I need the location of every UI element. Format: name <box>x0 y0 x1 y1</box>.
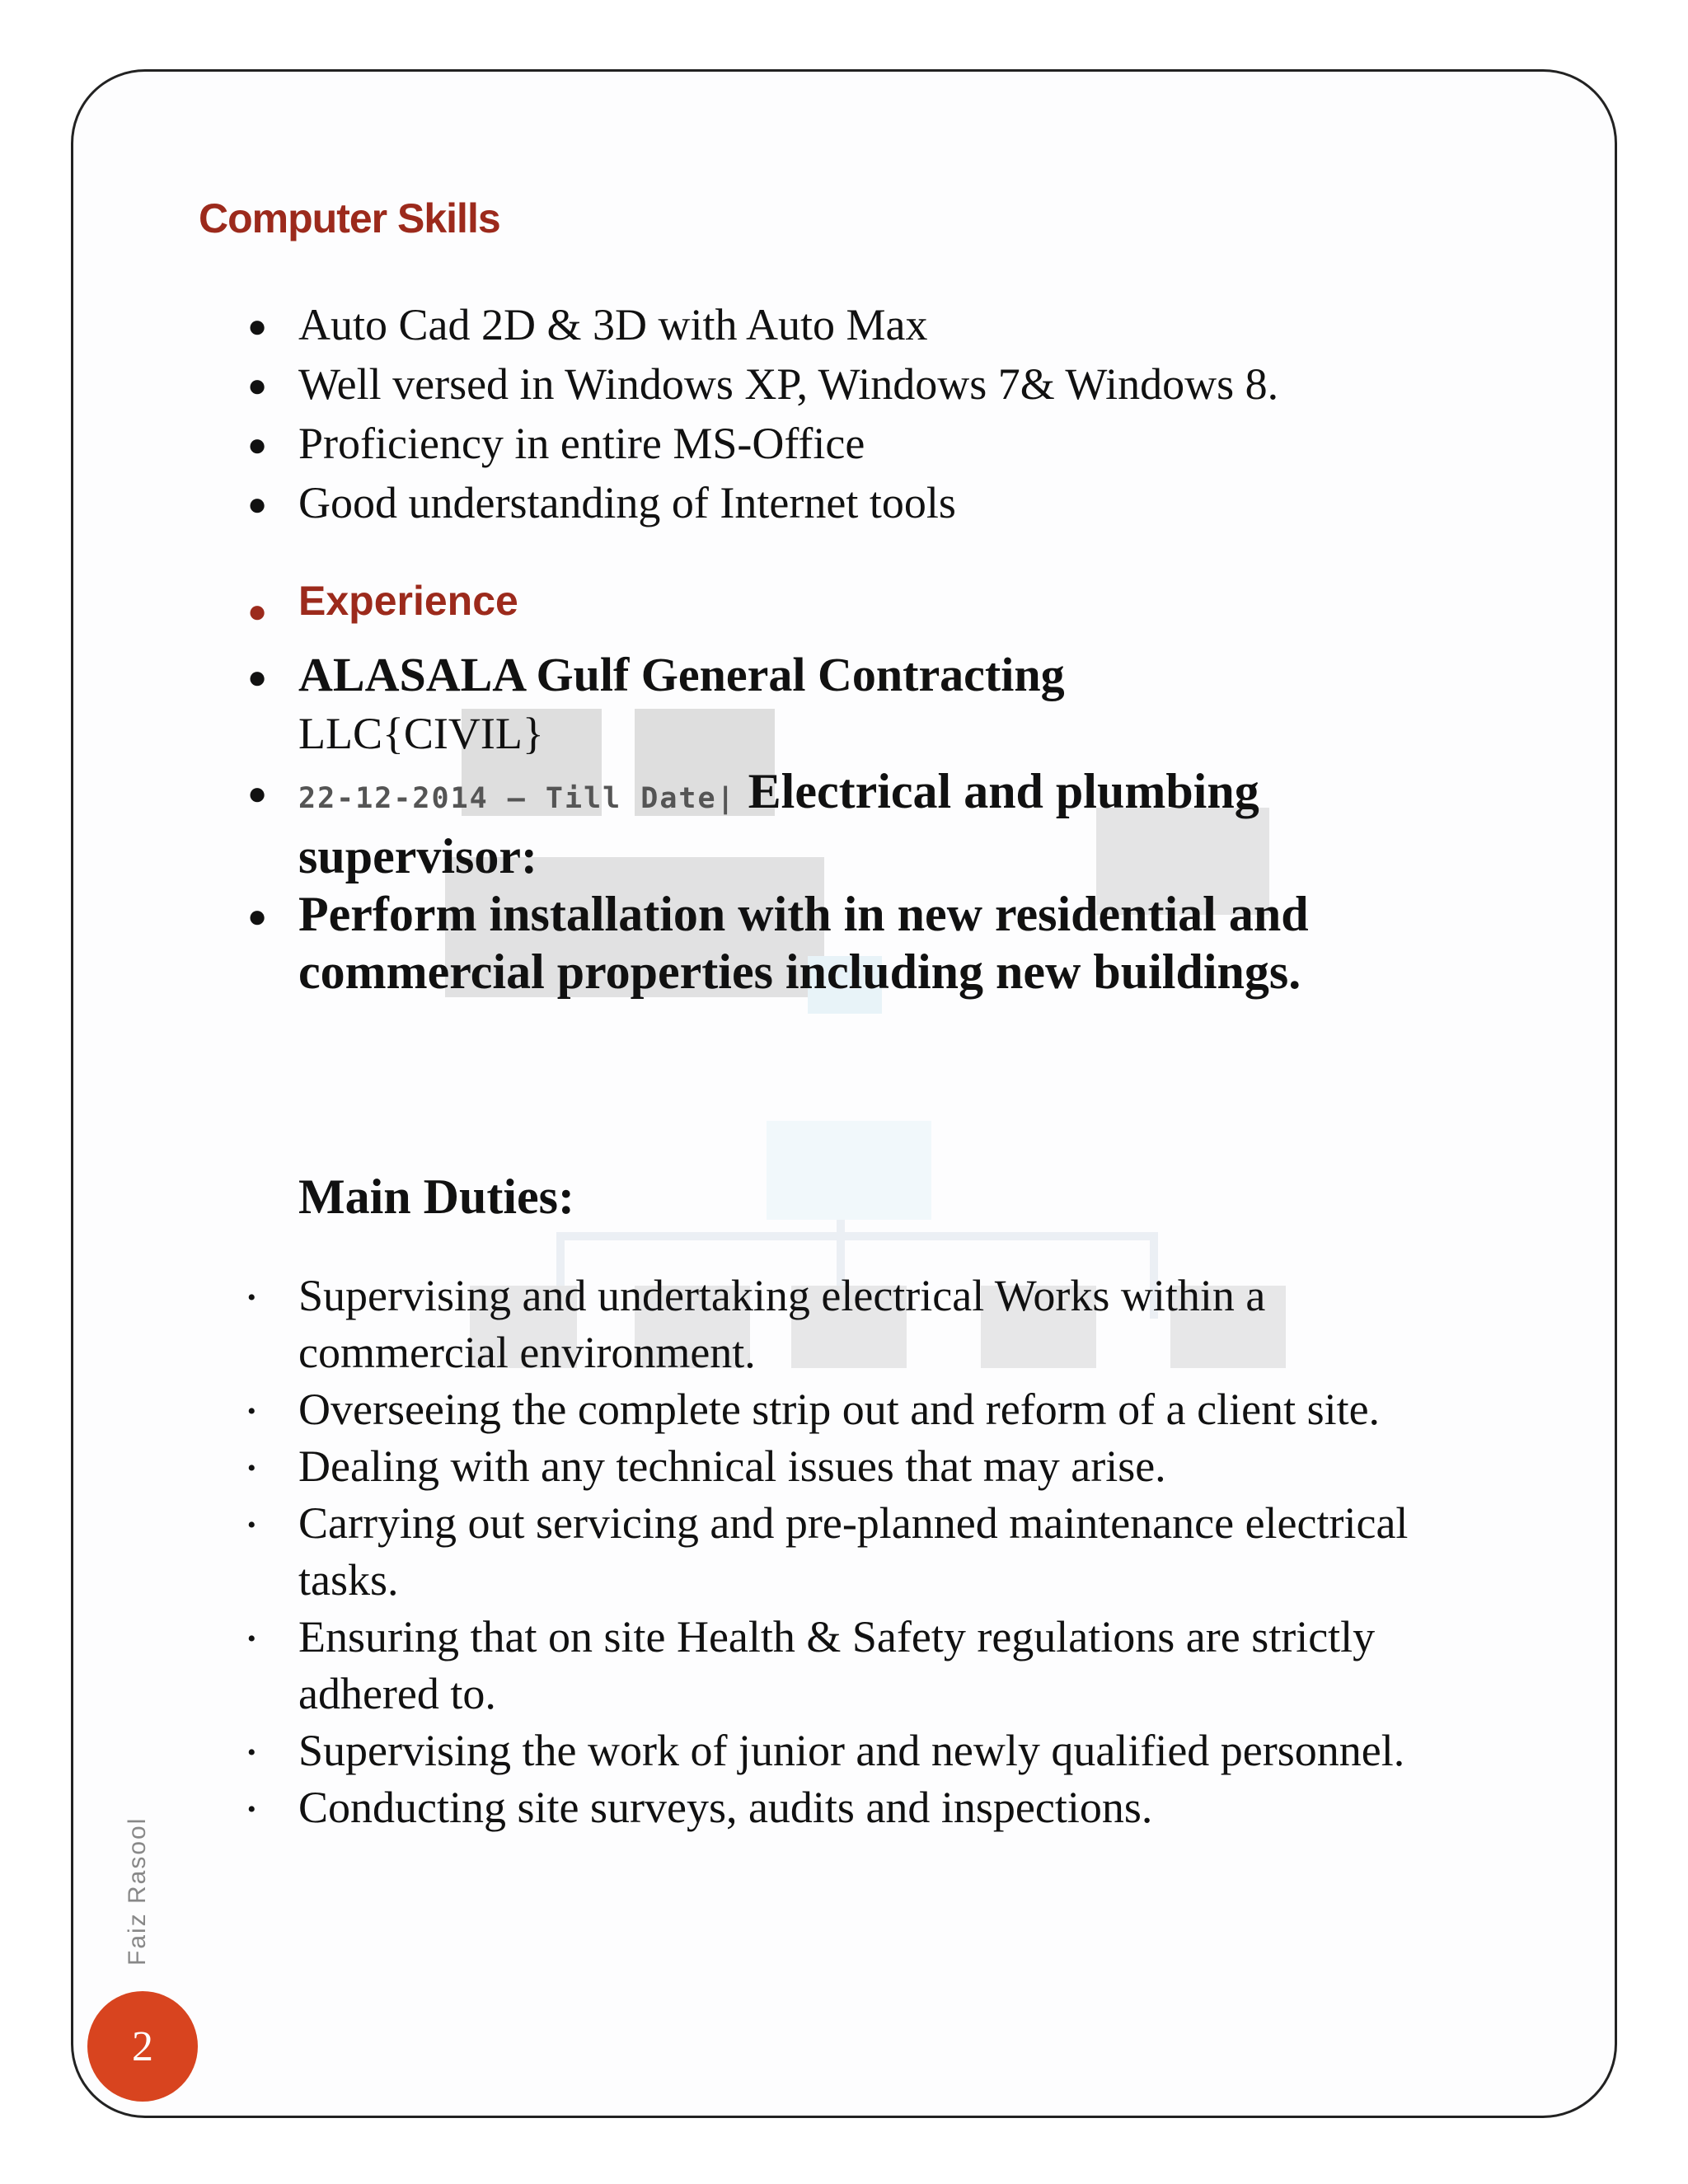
bullet-icon: • <box>247 1455 256 1482</box>
bullet-icon: ● <box>247 367 268 404</box>
bullet-icon: ● <box>247 898 268 935</box>
list-item: • Dealing with any technical issues that may arise. <box>247 1441 1166 1491</box>
bullet-icon: • <box>247 1796 256 1823</box>
computer-skills-list <box>247 295 1484 532</box>
bullet-icon: ● <box>247 658 268 696</box>
author-name: Faiz Rasool <box>124 1816 151 1966</box>
list-item <box>247 577 1484 646</box>
experience-list <box>247 577 1484 1001</box>
main-duties-title: Main Duties: <box>298 1169 574 1224</box>
list-item: • Ensuring that on site Health & Safety regulations are strictly adhered to. <box>247 1612 1376 1718</box>
list-item: • Supervising the work of junior and newly qualified personnel. <box>247 1726 1405 1775</box>
page-number-badge: 2 <box>87 1991 198 2102</box>
bullet-icon: ● <box>247 426 268 463</box>
company-suffix: LLC{CIVIL} <box>298 709 544 758</box>
bullet-icon: ● <box>247 593 268 630</box>
experience-heading: Experience <box>298 578 518 624</box>
bullet-icon: • <box>247 1284 256 1311</box>
list-item: • Conducting site surveys, audits and inspections. <box>247 1783 1153 1832</box>
bullet-icon: • <box>247 1511 256 1539</box>
job-title: Electrical and plumbing <box>748 764 1259 818</box>
list-item: • Supervising and undertaking electrical Works within a commercial environment. <box>247 1271 1266 1377</box>
employment-dates: 22-12-2014 – Till Date| <box>298 782 736 815</box>
bullet-icon: • <box>247 1739 256 1766</box>
job-summary: Perform installation with in new residential and commercial properties including new buildings. <box>298 887 1309 999</box>
list-item <box>247 646 1484 762</box>
bullet-icon: ● <box>247 485 268 523</box>
list-item: ● Good understanding of Internet tools <box>247 478 956 527</box>
list-item <box>247 762 1484 885</box>
list-item: ● Proficiency in entire MS-Office <box>247 419 865 468</box>
computer-skills-title: Computer Skills <box>199 195 500 241</box>
main-duties-list <box>247 1268 1459 1836</box>
bullet-icon: • <box>247 1625 256 1652</box>
bullet-icon: • <box>247 1398 256 1425</box>
list-item: • Carrying out servicing and pre-planned maintenance electrical tasks. <box>247 1498 1409 1605</box>
job-title-cont: supervisor: <box>298 829 537 883</box>
list-item: ● Auto Cad 2D & 3D with Auto Max <box>247 300 928 349</box>
list-item: ● Well versed in Windows XP, Windows 7& Windows 8. <box>247 359 1279 409</box>
list-item <box>247 885 1484 1001</box>
company-name: ALASALA Gulf General Contracting <box>298 648 1065 701</box>
bullet-icon: ● <box>247 775 268 812</box>
bullet-icon: ● <box>247 307 268 344</box>
list-item: • Overseeing the complete strip out and reform of a client site. <box>247 1385 1381 1434</box>
